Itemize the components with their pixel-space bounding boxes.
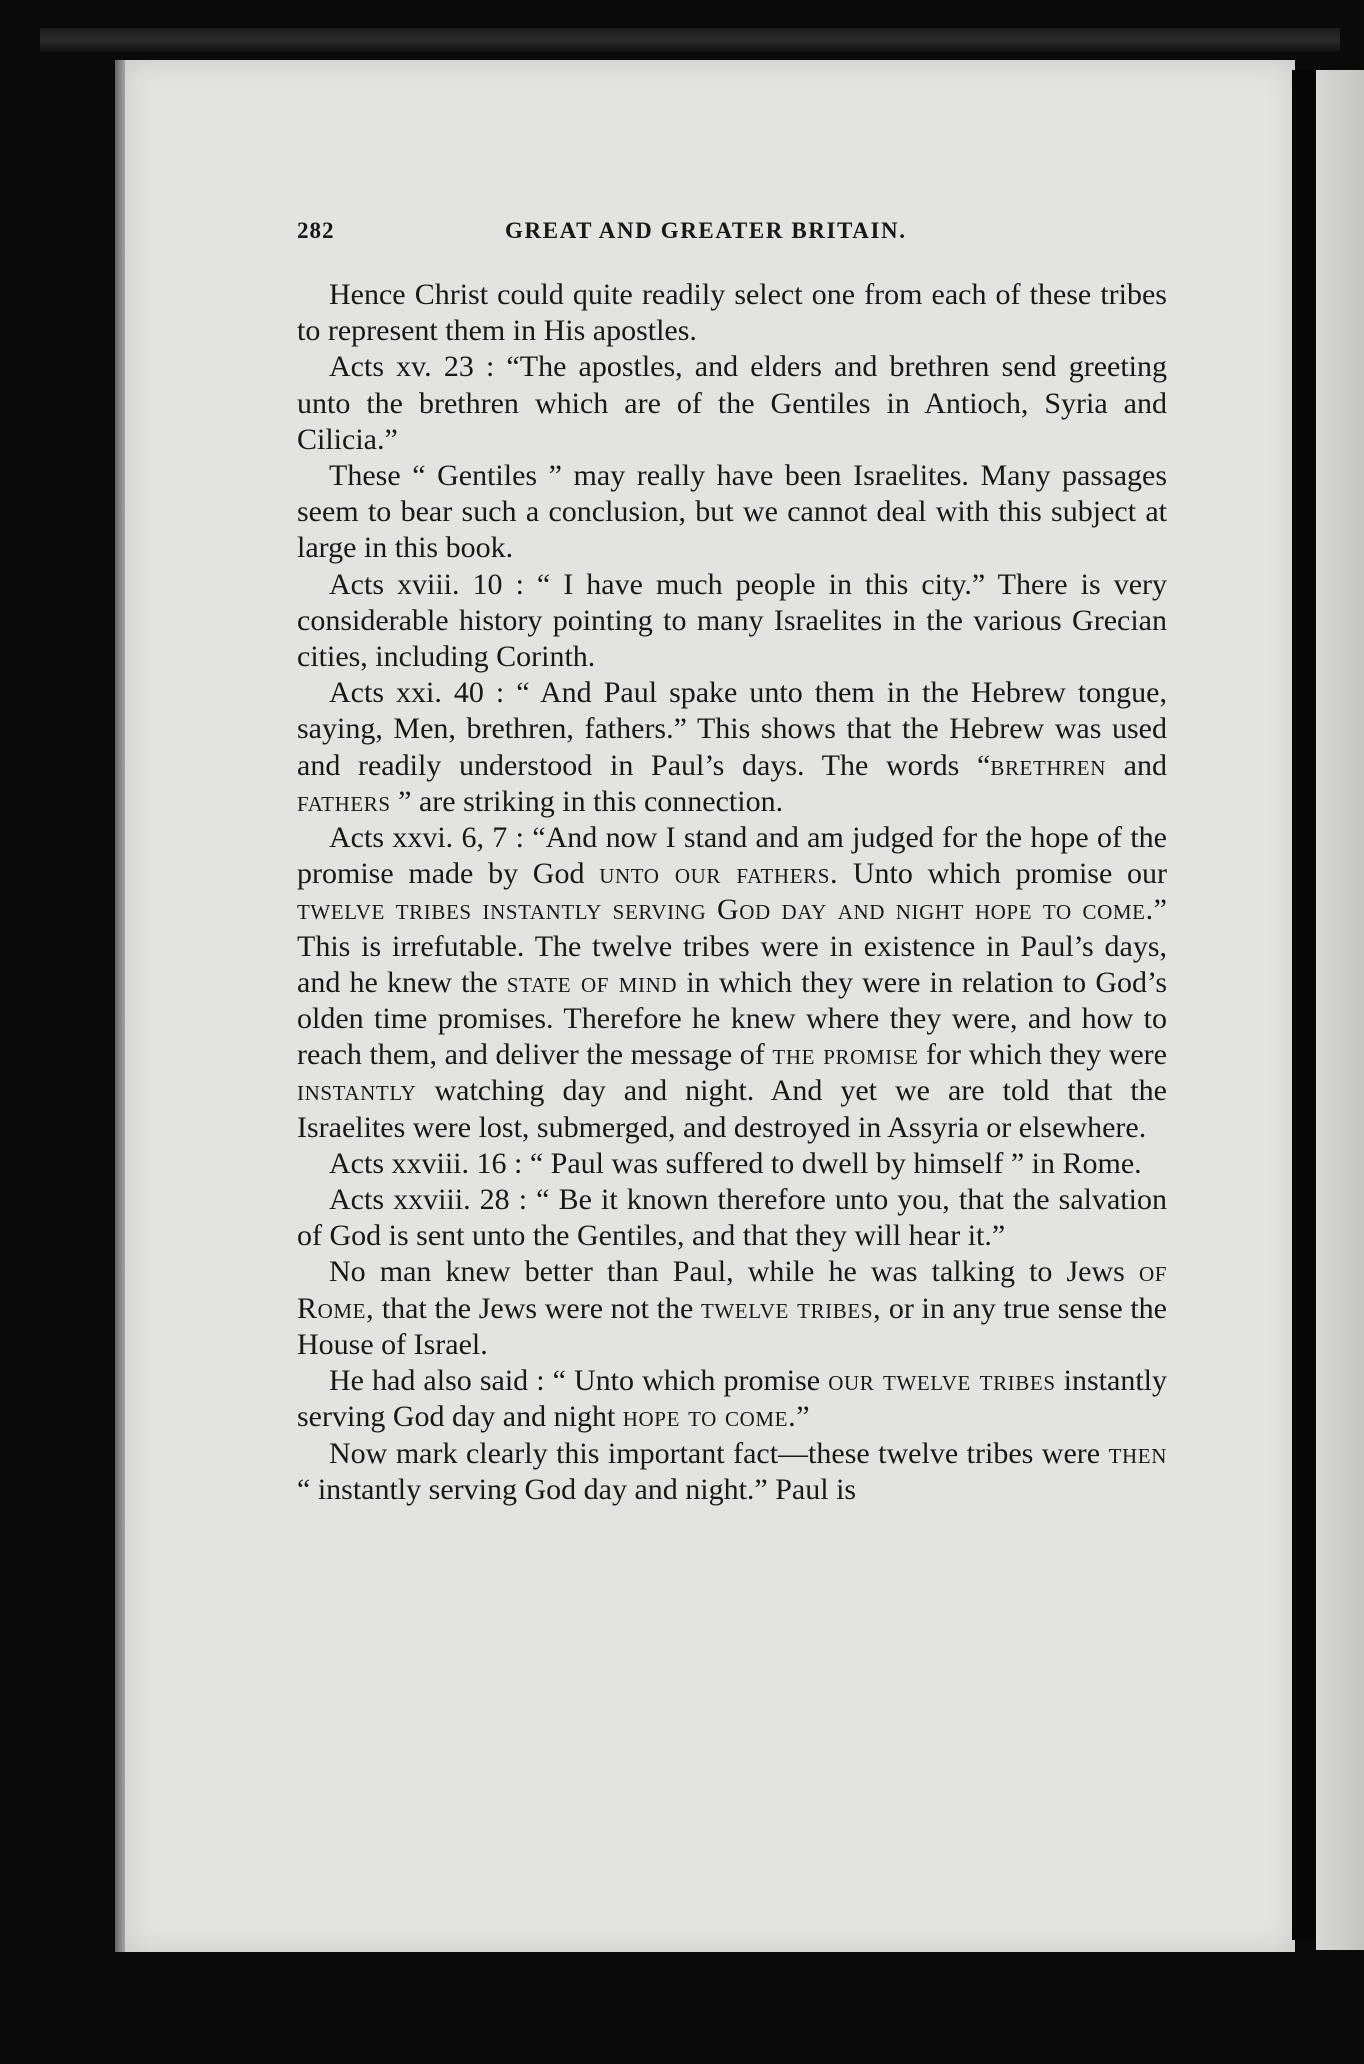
paragraph: [297, 1363, 1167, 1435]
paragraph: [297, 1146, 1167, 1182]
book-top-edge: [40, 28, 1340, 52]
text-run: Unto which promise our: [838, 857, 1167, 891]
paragraph: [297, 820, 1167, 1146]
small-caps-text: unto our fathers.: [599, 857, 839, 891]
text-run: in which they were in relation to God’s olden time promises. Therefore he knew where they were, and how to reach them, and deliver the message of: [297, 965, 1168, 1072]
page-header: [297, 218, 1167, 258]
text-run: Acts xxvi. 6, 7 : “And now I stand and am judged for the hope of the promise made by God: [297, 821, 1167, 891]
small-caps-text: brethren: [990, 748, 1106, 782]
text-run: He had also said : “ Unto which promise: [329, 1364, 829, 1398]
facing-page-edge: [1316, 70, 1364, 1950]
small-caps-text: state of mind: [506, 965, 678, 999]
paragraph: [297, 675, 1167, 820]
text-run: No man knew better than Paul, while he was talking to Jews: [329, 1255, 1139, 1289]
paragraph: [297, 1254, 1167, 1363]
text-run: These “ Gentiles ” may really have been Israelites. Many passages seem to bear such a conclusion, but we cannot deal with this subject at large in this book.: [297, 459, 1167, 565]
text-run: for which they were: [918, 1038, 1167, 1072]
small-caps-text: then: [1108, 1436, 1167, 1470]
text-run: Hence Christ could quite readily select one from each of these tribes to represent them in His apostles.: [297, 278, 1167, 348]
page-number: 282: [297, 218, 335, 243]
body-text: [297, 277, 1167, 1508]
text-run: “ instantly serving God day and night.” Paul is: [297, 1472, 857, 1506]
text-run: Acts xxi. 40 : “ And Paul spake unto them in the Hebrew tongue, saying, Men, brethren, fathers.” This shows that the Hebrew was used and readily understood in Paul’s days. The words “: [297, 676, 1167, 782]
text-run: Acts xxviii. 16 : “ Paul was suffered to dwell by himself ” in Rome.: [329, 1146, 1142, 1180]
running-head: GREAT AND GREATER BRITAIN.: [505, 218, 907, 243]
paragraph: [297, 349, 1167, 458]
text-run: ” are striking in this connection.: [390, 784, 784, 818]
small-caps-text: twelve tribes instantly serving God day and night hope to come.: [297, 893, 1154, 927]
paragraph: [297, 458, 1167, 567]
small-caps-text: instantly: [297, 1074, 417, 1108]
text-run: Now mark clearly this important fact—these twelve tribes were: [329, 1436, 1109, 1470]
text-run: that the Jews were not the: [374, 1291, 701, 1325]
text-run: watching day and night. And yet we are told that the Israelites were lost, submerged, and destroyed in Assyria or elsewhere.: [297, 1074, 1167, 1144]
small-caps-text: fathers: [297, 784, 391, 818]
text-run: ” This is irrefutable. The twelve tribes were in existence in Paul’s days, and he knew the: [297, 893, 1167, 999]
paragraph: [297, 1182, 1167, 1254]
small-caps-text: hope to come.: [622, 1400, 797, 1434]
book-spine-shadow: [1292, 70, 1316, 1940]
text-run: Acts xv. 23 : “The apostles, and elders and brethren send greeting unto the brethren which are of the Gentiles in Antioch, Syria and Cilicia.”: [297, 350, 1167, 456]
small-caps-text: the promise: [772, 1038, 919, 1072]
text-run: ”: [796, 1400, 810, 1434]
text-run: instantly serving God day and night: [297, 1364, 1167, 1434]
text-run: and: [1105, 748, 1167, 782]
text-run: or in any true sense the House of Israel.: [297, 1291, 1167, 1361]
paragraph: [297, 567, 1167, 676]
paragraph: [297, 1436, 1167, 1508]
small-caps-text: our twelve tribes: [828, 1364, 1056, 1398]
small-caps-text: twelve tribes,: [700, 1291, 882, 1325]
text-run: Acts xviii. 10 : “ I have much people in this city.” There is very considerable history pointing to many Israelites in the various Grecian cities, including Corinth.: [297, 567, 1167, 674]
small-caps-text: of Rome,: [297, 1255, 1167, 1325]
text-run: Acts xxviii. 28 : “ Be it known therefore unto you, that the salvation of God is sent unto the Gentiles, and that they will hear it.”: [297, 1183, 1167, 1253]
paragraph: [297, 277, 1167, 349]
